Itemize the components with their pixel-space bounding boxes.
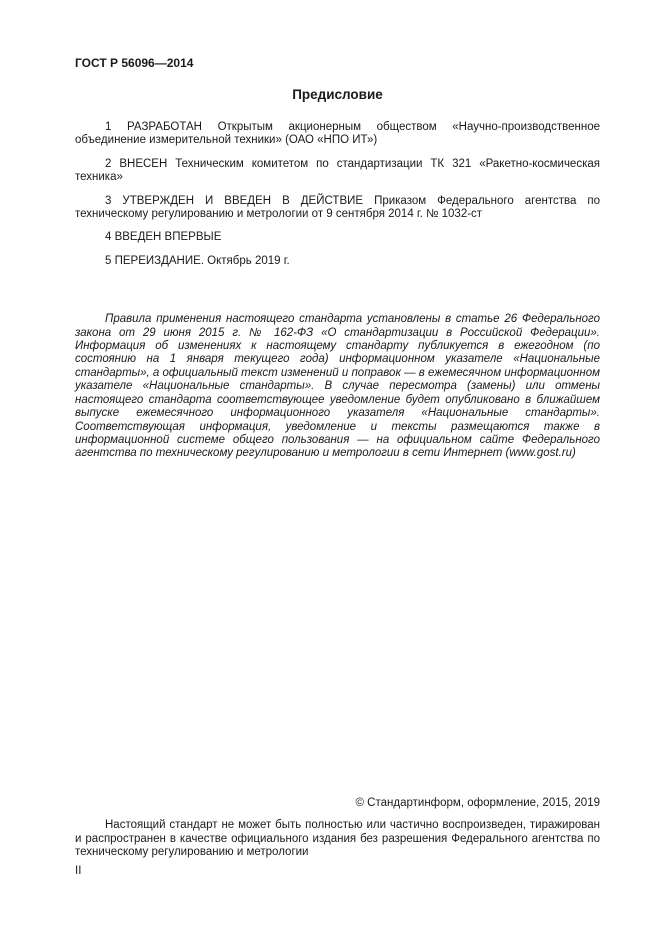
- legal-application-note: Правила применения настоящего стандарта установлены в статье 26 Федерального закона от 29 июня 2015 г. № 162-ФЗ «О стандартизации в Российской Федерации». Информация об изменениях к настоящему стандарту публикуется в ежегодном (по состоянию на 1 января текущего года) информационном указателе «Национальные стандарты», а официальный текст изменений и поправок — в ежемесячном информационном указателе «Национальные стандарты». В случае пересмотра (замены) или отмены настоящего стандарта соответствующее уведомление будет опубликовано в ближайшем выпуске ежемесячного информационного указателя «Национальные стандарты». Соответствующая информация, уведомление и тексты размещаются также в информационной системе общего пользования — на официальном сайте Федерального агентства по техническому регулированию и метрологии в сети Интернет (www.gost.ru): [75, 313, 600, 460]
- foreword-item-2: 2 ВНЕСЕН Техническим комитетом по стандартизации ТК 321 «Ракетно-космическая техника»: [75, 157, 600, 184]
- foreword-item-4: 4 ВВЕДЕН ВПЕРВЫЕ: [105, 231, 222, 244]
- foreword-item-3: 3 УТВЕРЖДЕН И ВВЕДЕН В ДЕЙСТВИЕ Приказом Федерального агентства по техническому регулированию и метрологии от 9 сентября 2014 г. № 1032-ст: [75, 194, 600, 221]
- foreword-section: [75, 121, 600, 268]
- copyright-line: © Стандартинформ, оформление, 2015, 2019: [355, 796, 600, 809]
- document-code: ГОСТ Р 56096—2014: [75, 56, 194, 70]
- foreword-item-5: 5 ПЕРЕИЗДАНИЕ. Октябрь 2019 г.: [105, 254, 290, 267]
- page-number: II: [75, 865, 82, 878]
- foreword-item-1: 1 РАЗРАБОТАН Открытым акционерным обществом «Научно-производственное объединение измерительной техники» (ОАО «НПО ИТ»): [75, 121, 600, 147]
- blank-space: [75, 461, 600, 797]
- reproduction-note: Настоящий стандарт не может быть полностью или частично воспроизведен, тиражирован и распространен в качестве официального издания без разрешения Федерального агентства по техническому регулированию и метрологии: [75, 819, 600, 858]
- page-title: Предисловие: [292, 87, 383, 102]
